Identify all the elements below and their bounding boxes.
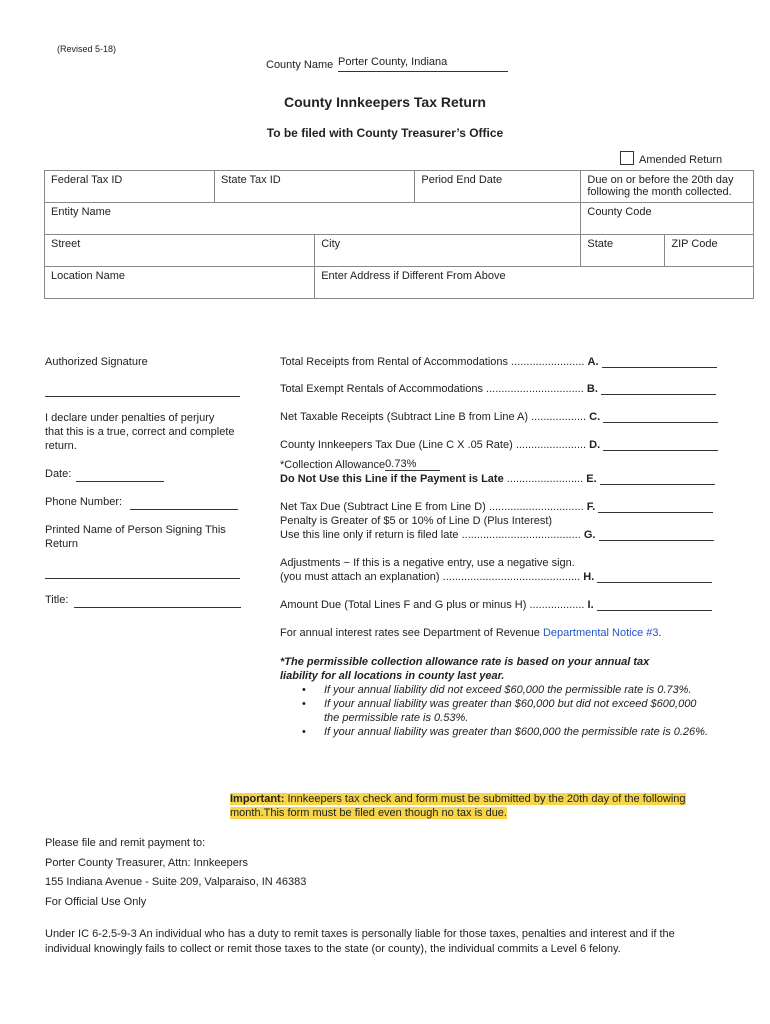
line-h-note: Adjustments − If this is a negative entry, use a negative sign.: [280, 557, 575, 569]
alt-address-label: Enter Address if Different From Above: [321, 270, 506, 282]
printed-name-label: Printed Name of Person Signing This Return: [45, 524, 226, 550]
line-d-field[interactable]: [603, 439, 718, 451]
line-f: Net Tax Due (Subtract Line E from Line D) ............................... F.: [280, 501, 720, 513]
city-field[interactable]: [315, 235, 581, 267]
county-code-label: County Code: [587, 206, 652, 218]
phone-field[interactable]: [130, 497, 238, 510]
line-g-field[interactable]: [599, 529, 714, 541]
departmental-notice-link[interactable]: Departmental Notice #3: [542, 627, 659, 639]
amended-return-checkbox[interactable]: [620, 151, 634, 165]
date-field[interactable]: [76, 469, 164, 482]
phone-label: Phone Number:: [45, 496, 123, 508]
county-name-value: Porter County, Indiana: [338, 56, 448, 68]
line-g-note: Penalty is Greater of $5 or 10% of Line D (Plus Interest): [280, 515, 553, 527]
signature-line[interactable]: [45, 384, 240, 397]
printed-name-field[interactable]: [45, 566, 240, 579]
authorized-signature-label: Authorized Signature: [45, 356, 148, 368]
line-h: (you must attach an explanation) ............................................. H.: [280, 571, 720, 583]
taxpayer-info-grid: [44, 170, 754, 299]
street-label: Street: [51, 238, 81, 250]
state-tax-id-field[interactable]: [215, 171, 415, 203]
county-name-label: County Name: [266, 59, 334, 71]
line-c-field[interactable]: [603, 411, 718, 423]
line-h-field[interactable]: [597, 571, 712, 583]
state-tax-id-label: State Tax ID: [221, 174, 281, 186]
date-label: Date:: [45, 468, 72, 480]
location-name-label: Location Name: [51, 270, 125, 282]
street-field[interactable]: [45, 235, 315, 267]
page-subtitle: To be filed with County Treasurer’s Office: [266, 126, 504, 140]
entity-name-field[interactable]: [45, 203, 581, 235]
zip-code-label: ZIP Code: [671, 238, 718, 250]
line-f-field[interactable]: [598, 501, 713, 513]
county-name-field[interactable]: [338, 56, 508, 72]
federal-tax-id-field[interactable]: [45, 171, 215, 203]
line-e: Do Not Use this Line if the Payment is Late ......................... E.: [280, 473, 720, 485]
line-e-field[interactable]: [600, 473, 715, 485]
title-field[interactable]: [74, 595, 241, 608]
due-date-note: Due on or before the 20th day following the month collected.: [581, 171, 754, 203]
perjury-declaration: I declare under penalties of perjury that this is a true, correct and complete return.: [45, 412, 235, 452]
line-i-field[interactable]: [597, 599, 712, 611]
location-name-field[interactable]: [45, 267, 315, 299]
amended-return-label: Amended Return: [639, 154, 723, 166]
line-a-field[interactable]: [602, 356, 717, 368]
important-notice: Important: Innkeepers tax check and form must be submitted by the 20th day of the following month.This form must be filed even though no tax is due.: [230, 793, 686, 819]
line-b: Total Exempt Rentals of Accommodations ................................ B.: [280, 383, 720, 395]
line-c: Net Taxable Receipts (Subtract Line B from Line A) .................. C.: [280, 411, 720, 423]
period-end-date-field[interactable]: [415, 171, 581, 203]
title-label: Title:: [45, 594, 69, 606]
interest-note: For annual interest rates see Department of Revenue Departmental Notice #3.: [280, 627, 662, 639]
line-g: Use this line only if return is filed late ....................................... G.: [280, 529, 720, 541]
federal-tax-id-label: Federal Tax ID: [51, 174, 123, 186]
line-a: Total Receipts from Rental of Accommodations ........................ A.: [280, 356, 720, 368]
line-i: Amount Due (Total Lines F and G plus or minus H) .................. I.: [280, 599, 720, 611]
period-end-date-label: Period End Date: [421, 174, 503, 186]
page-title: County Innkeepers Tax Return: [283, 94, 486, 110]
revision-label: (Revised 5-18): [57, 44, 117, 54]
legal-footer: Under IC 6-2.5-9-3 An individual who has a duty to remit taxes is personally liable for those taxes, penalties and interest and if the individual knowingly fails to collect or remit those taxes to the state (or county), the individual commits a Level 6 felony.: [45, 928, 675, 955]
entity-name-label: Entity Name: [51, 206, 111, 218]
remit-info: Please file and remit payment to: Porter County Treasurer, Attn: Innkeepers 155 Indiana Avenue - Suite 209, Valparaiso, IN 46383 For Official Use Only: [45, 837, 307, 908]
alt-address-field[interactable]: [315, 267, 754, 299]
state-field[interactable]: [581, 235, 665, 267]
city-label: City: [321, 238, 341, 250]
zip-code-field[interactable]: [665, 235, 754, 267]
collection-allowance-rate[interactable]: 0.73%: [385, 458, 440, 471]
collection-allowance-row: *Collection Allowance0.73%: [280, 458, 720, 471]
county-code-field[interactable]: [581, 203, 754, 235]
allowance-notes: *The permissible collection allowance rate is based on your annual tax liability for all locations in county last year. • If your annual liability did not exceed $60,000 the permissible rate is 0.73%. • If your annual liability was greater than $60,000 but did not exceed $600,000 the permissible rate is 0.53%. • If your annual liability was greater than $600,000 the permissible rate is 0.26%.: [280, 655, 740, 739]
line-b-field[interactable]: [601, 383, 716, 395]
line-d: County Innkeepers Tax Due (Line C X .05 Rate) ....................... D.: [280, 439, 720, 451]
state-label: State: [587, 238, 614, 250]
